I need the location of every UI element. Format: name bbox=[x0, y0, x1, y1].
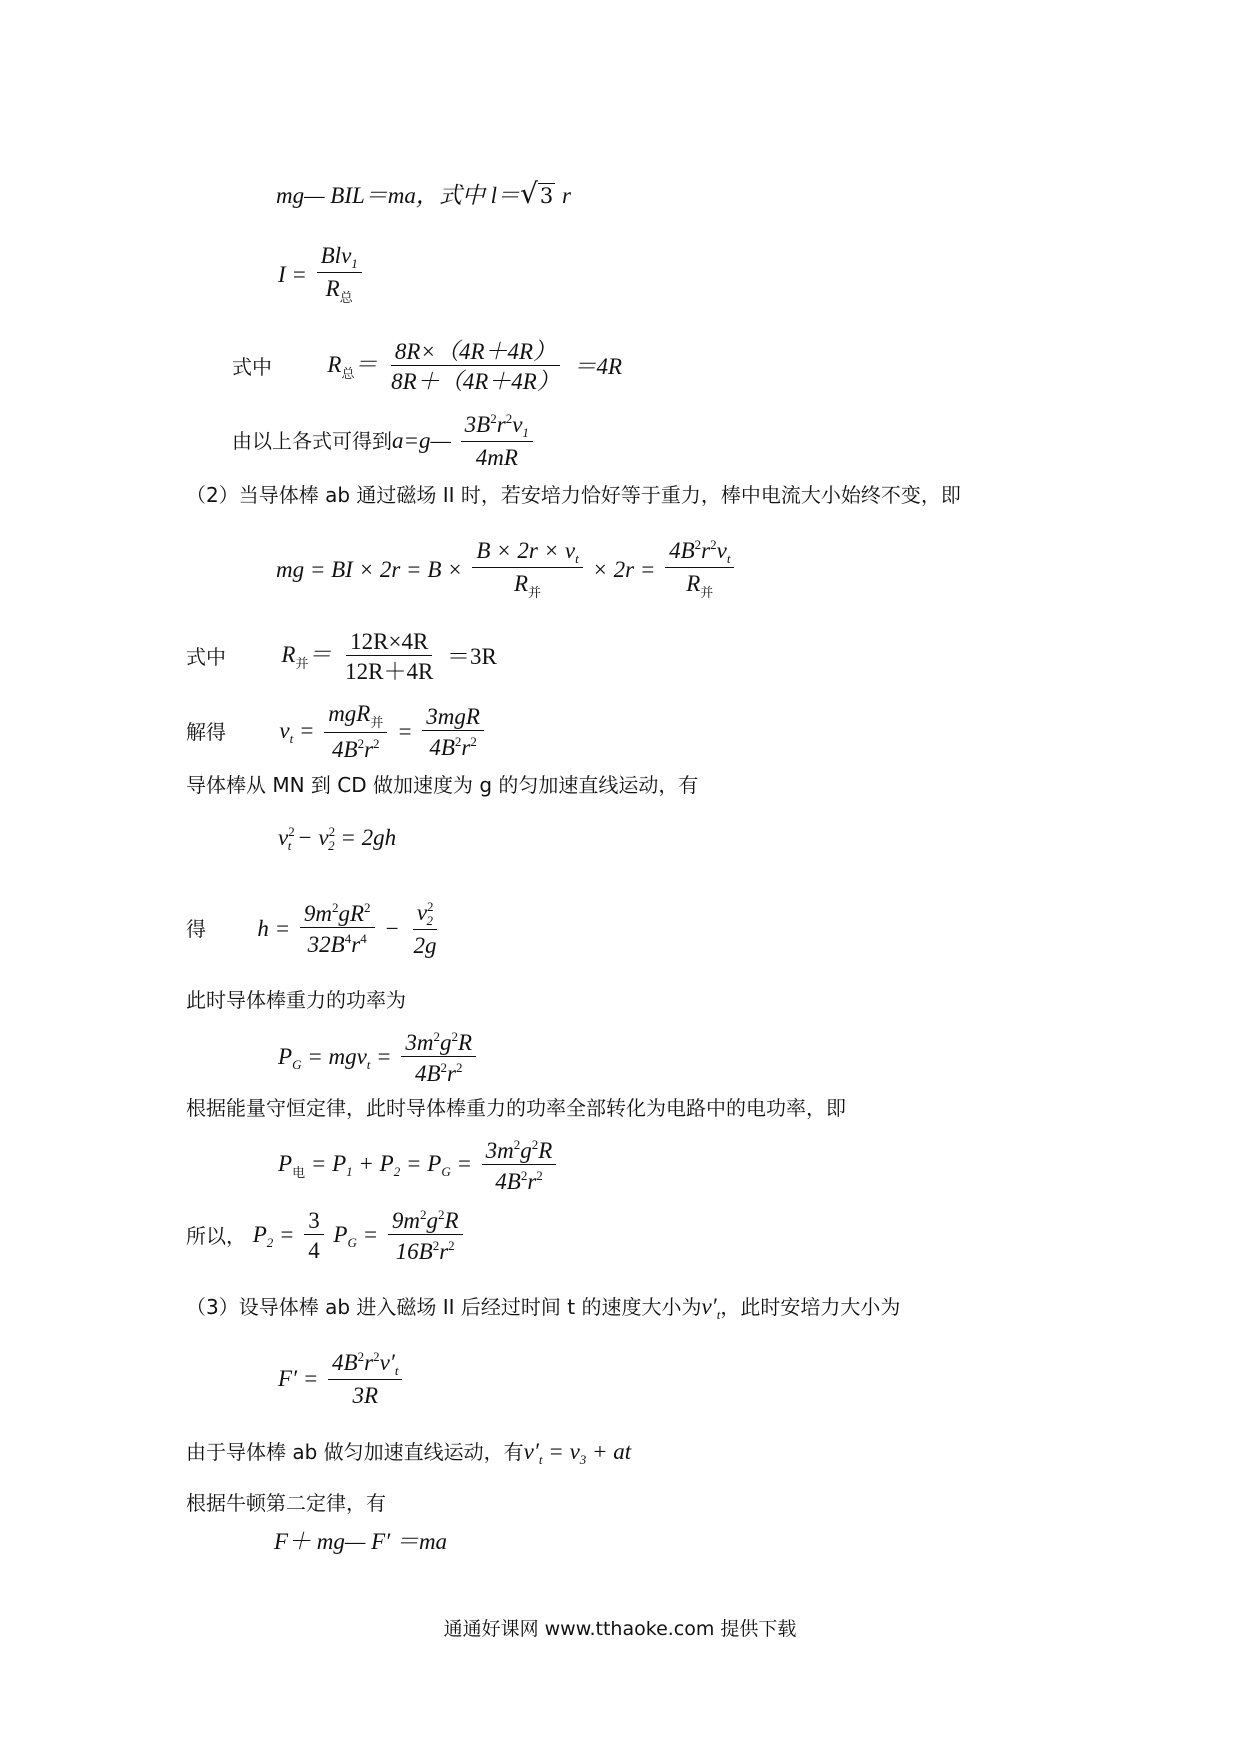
equation-15: F＋ mg— F′ ＝ma bbox=[274, 1529, 448, 1554]
text-power: 此时导体棒重力的功率为 bbox=[186, 988, 406, 1012]
footer-credit: 通通好课网 www.tthaoke.com 提供下载 bbox=[443, 1618, 797, 1640]
eq1-sqrt: 3 bbox=[539, 184, 554, 208]
eq3-fraction: $\frac{8R\times(4R+4R)}{8R+(4R+4R)}$ bbox=[391, 339, 560, 394]
part-3-heading: （3）设导体棒 ab 进入磁场 II 后经过时间 t 的速度大小为$v'_t$，此时安培力大小为 bbox=[186, 1294, 901, 1322]
part-2-heading: （2）当导体棒 ab 通过磁场 II 时，若安培力恰好等于重力，棒中电流大小始终不变，即 bbox=[186, 483, 961, 507]
equation-1: mg— BIL＝ma，式中 l＝√3 r bbox=[276, 177, 571, 210]
eq1-text: mg— BIL＝ma，式中 l＝ bbox=[276, 183, 521, 208]
equation-8: $v^2_t - v^2_2 = 2gh$ bbox=[278, 824, 397, 853]
equation-4: 由以上各式可得到a=g— $\frac{3B^2r^2v_1}{4mR}$ bbox=[232, 412, 536, 469]
text-energy: 根据能量守恒定律，此时导体棒重力的功率全部转化为电路中的电功率，即 bbox=[186, 1096, 846, 1120]
text-uniform-motion: 由于导体棒 ab 做匀加速直线运动，有$v'_t = v_3$ + at bbox=[186, 1439, 632, 1467]
equation-2: I = $\frac{Blv_1}{R_总}$ bbox=[278, 244, 365, 305]
equation-5: mg = BI × 2r = B × $\frac{B \times 2r \times v_t}{R_并}$ × 2r = $\frac{4B^2r^2v_t}{R_并}$ bbox=[276, 538, 737, 600]
equation-7: 解得 $v_t$ = $\frac{mgR_并}{4B^2r^2}$ = $\frac{\text{3mgR}}{4B^2r^2}$ bbox=[186, 702, 487, 761]
equation-13: F′ = $\frac{4B^2r^2v'_t}{3R}$ bbox=[278, 1350, 405, 1407]
text-newton: 根据牛顿第二定律，有 bbox=[186, 1491, 386, 1515]
eq4-fraction: $\frac{3B^2r^2v_1}{4mR}$ bbox=[461, 412, 533, 469]
equation-6: 式中 $R_并=$ $\frac{12R\times 4R}{12R+4R}$ ＝3R bbox=[186, 629, 497, 684]
equation-3: 式中 $R_总=$ $\frac{8R\times(4R+4R)}{8R+(4R+4R)}$ ＝4R bbox=[232, 339, 623, 394]
equation-11: $P_电 = P_1 + P_2 = P_G$ = $\frac{3m^2g^2R}{4B^2r^2}$ bbox=[278, 1138, 559, 1193]
equation-9: 得 h = $\frac{9m^2gR^2}{32B^4r^4}$ − $\frac{v^2_2}{2g}$ bbox=[186, 899, 437, 958]
text-acceleration: 导体棒从 MN 到 CD 做加速度为 g 的匀加速直线运动，有 bbox=[186, 773, 699, 797]
equation-10: $P_G = mgv_t$ = $\frac{3m^2g^2R}{4B^2r^2}$ bbox=[278, 1030, 479, 1085]
eq1-end: r bbox=[561, 183, 571, 208]
equation-12: 所以， $P_2$ = $\frac{3}{4}$ $P_G$ = $\frac{9m^2g^2R}{16B^2r^2}$ bbox=[186, 1208, 466, 1263]
eq2-fraction: $\frac{Blv_1}{R_总}$ bbox=[317, 244, 362, 305]
